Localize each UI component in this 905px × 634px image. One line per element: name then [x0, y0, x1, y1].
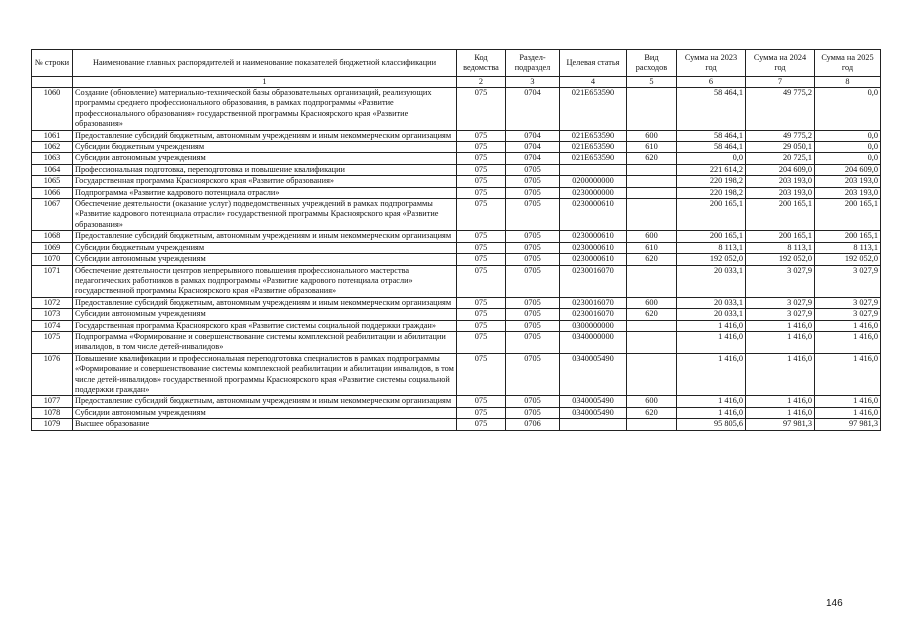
- table-row: [32, 187, 881, 198]
- row-name: Предоставление субсидий бюджетным, автономным учреждениям и иным некоммерческим организациям: [73, 130, 457, 141]
- header-target: Целевая статья: [560, 50, 627, 77]
- row-exp-type: [627, 199, 677, 231]
- row-dept-code: 075: [457, 130, 506, 141]
- row-exp-type: 600: [627, 130, 677, 141]
- row-number: 1061: [32, 130, 73, 141]
- row-sum-2023: 20 033,1: [677, 297, 746, 308]
- row-number: 1076: [32, 353, 73, 396]
- row-sum-2024: 192 052,0: [746, 254, 815, 265]
- row-exp-type: 610: [627, 242, 677, 253]
- row-target: 0230000000: [560, 187, 627, 198]
- row-target: [560, 164, 627, 175]
- row-target: 0300000000: [560, 320, 627, 331]
- page-number: 146: [826, 598, 843, 609]
- row-section: 0705: [506, 320, 560, 331]
- row-sum-2024: 203 193,0: [746, 187, 815, 198]
- row-exp-type: [627, 331, 677, 353]
- row-sum-2023: 1 416,0: [677, 320, 746, 331]
- row-dept-code: 075: [457, 231, 506, 242]
- row-sum-2023: 1 416,0: [677, 407, 746, 418]
- column-number: 6: [677, 77, 746, 88]
- row-sum-2025: 200 165,1: [815, 231, 881, 242]
- row-exp-type: [627, 353, 677, 396]
- row-sum-2025: 204 609,0: [815, 164, 881, 175]
- row-exp-type: [627, 187, 677, 198]
- row-sum-2023: 58 464,1: [677, 88, 746, 131]
- row-sum-2024: 1 416,0: [746, 396, 815, 407]
- row-exp-type: [627, 176, 677, 187]
- row-sum-2024: 1 416,0: [746, 407, 815, 418]
- row-sum-2025: 3 027,9: [815, 265, 881, 297]
- row-number: 1065: [32, 176, 73, 187]
- row-name: Создание (обновление) материально-технической базы образовательных организаций, реализующих программы среднего профессионального образования, в рамках подпрограммы «Развитие профессионального образования» государственной программы Красноярского края «Развитие образования»: [73, 88, 457, 131]
- column-number-row: [32, 77, 881, 88]
- table-row: [32, 142, 881, 153]
- table-row: [32, 153, 881, 164]
- column-number: [32, 77, 73, 88]
- row-sum-2024: 29 050,1: [746, 142, 815, 153]
- row-sum-2024: 203 193,0: [746, 176, 815, 187]
- row-sum-2024: 1 416,0: [746, 320, 815, 331]
- row-sum-2023: 8 113,1: [677, 242, 746, 253]
- column-number: 2: [457, 77, 506, 88]
- row-sum-2023: 0,0: [677, 153, 746, 164]
- table-row: [32, 407, 881, 418]
- row-sum-2023: 20 033,1: [677, 265, 746, 297]
- budget-table: [31, 49, 881, 431]
- row-name: Предоставление субсидий бюджетным, автономным учреждениям и иным некоммерческим организациям: [73, 297, 457, 308]
- column-number: 5: [627, 77, 677, 88]
- row-target: [560, 419, 627, 430]
- row-exp-type: 600: [627, 231, 677, 242]
- row-name: Субсидии автономным учреждениям: [73, 309, 457, 320]
- row-sum-2023: 200 165,1: [677, 199, 746, 231]
- row-sum-2024: 3 027,9: [746, 297, 815, 308]
- row-number: 1071: [32, 265, 73, 297]
- row-sum-2025: 0,0: [815, 130, 881, 141]
- row-target: 0200000000: [560, 176, 627, 187]
- row-section: 0705: [506, 396, 560, 407]
- row-section: 0705: [506, 254, 560, 265]
- table-row: [32, 419, 881, 430]
- header-row: [32, 50, 881, 77]
- row-exp-type: [627, 419, 677, 430]
- row-sum-2025: 8 113,1: [815, 242, 881, 253]
- row-dept-code: 075: [457, 187, 506, 198]
- row-name: Подпрограмма «Развитие кадрового потенциала отрасли»: [73, 187, 457, 198]
- row-sum-2025: 0,0: [815, 142, 881, 153]
- row-exp-type: [627, 88, 677, 131]
- table-row: [32, 396, 881, 407]
- row-number: 1063: [32, 153, 73, 164]
- row-dept-code: 075: [457, 199, 506, 231]
- row-dept-code: 075: [457, 164, 506, 175]
- column-number: 8: [815, 77, 881, 88]
- row-target: 0230000610: [560, 231, 627, 242]
- row-number: 1075: [32, 331, 73, 353]
- row-section: 0705: [506, 297, 560, 308]
- table-row: [32, 199, 881, 231]
- row-number: 1067: [32, 199, 73, 231]
- table-body: [32, 88, 881, 431]
- row-sum-2023: 58 464,1: [677, 142, 746, 153]
- row-dept-code: 075: [457, 176, 506, 187]
- row-sum-2024: 1 416,0: [746, 331, 815, 353]
- row-sum-2023: 1 416,0: [677, 353, 746, 396]
- row-target: 0230000610: [560, 254, 627, 265]
- header-exp-type: Вид расходов: [627, 50, 677, 77]
- row-section: 0706: [506, 419, 560, 430]
- table-row: [32, 265, 881, 297]
- row-name: Субсидии автономным учреждениям: [73, 407, 457, 418]
- row-dept-code: 075: [457, 320, 506, 331]
- row-sum-2025: 1 416,0: [815, 396, 881, 407]
- row-target: 0340005490: [560, 407, 627, 418]
- row-exp-type: 610: [627, 142, 677, 153]
- row-name: Субсидии автономным учреждениям: [73, 153, 457, 164]
- row-dept-code: 075: [457, 396, 506, 407]
- row-number: 1062: [32, 142, 73, 153]
- column-number: 1: [73, 77, 457, 88]
- row-name: Государственная программа Красноярского края «Развитие образования»: [73, 176, 457, 187]
- header-name: Наименование главных распорядителей и наименование показателей бюджетной классификации: [73, 50, 457, 77]
- row-section: 0705: [506, 231, 560, 242]
- row-name: Предоставление субсидий бюджетным, автономным учреждениям и иным некоммерческим организациям: [73, 231, 457, 242]
- row-section: 0704: [506, 142, 560, 153]
- table-row: [32, 231, 881, 242]
- row-number: 1074: [32, 320, 73, 331]
- row-section: 0705: [506, 187, 560, 198]
- row-exp-type: 620: [627, 254, 677, 265]
- row-dept-code: 075: [457, 142, 506, 153]
- row-name: Субсидии бюджетным учреждениям: [73, 242, 457, 253]
- row-number: 1079: [32, 419, 73, 430]
- row-dept-code: 075: [457, 331, 506, 353]
- row-number: 1069: [32, 242, 73, 253]
- row-section: 0704: [506, 153, 560, 164]
- row-name: Государственная программа Красноярского края «Развитие системы социальной поддержки граждан»: [73, 320, 457, 331]
- table-row: [32, 331, 881, 353]
- row-sum-2023: 192 052,0: [677, 254, 746, 265]
- row-dept-code: 075: [457, 353, 506, 396]
- row-exp-type: 620: [627, 309, 677, 320]
- row-target: 0340000000: [560, 331, 627, 353]
- row-section: 0704: [506, 88, 560, 131]
- row-dept-code: 075: [457, 153, 506, 164]
- row-name: Подпрограмма «Формирование и совершенствование системы комплексной реабилитации и абилитации инвалидов, в том числе детей-инвалидов»: [73, 331, 457, 353]
- row-target: 0230016070: [560, 309, 627, 320]
- row-sum-2024: 1 416,0: [746, 353, 815, 396]
- table-row: [32, 353, 881, 396]
- row-dept-code: 075: [457, 88, 506, 131]
- row-number: 1077: [32, 396, 73, 407]
- row-dept-code: 075: [457, 309, 506, 320]
- row-sum-2025: 1 416,0: [815, 407, 881, 418]
- row-number: 1070: [32, 254, 73, 265]
- row-section: 0704: [506, 130, 560, 141]
- row-sum-2024: 97 981,3: [746, 419, 815, 430]
- column-number: 7: [746, 77, 815, 88]
- row-sum-2024: 20 725,1: [746, 153, 815, 164]
- row-target: 021E653590: [560, 142, 627, 153]
- row-sum-2025: 97 981,3: [815, 419, 881, 430]
- row-exp-type: 620: [627, 153, 677, 164]
- header-dept-code: Код ведомства: [457, 50, 506, 77]
- row-sum-2024: 3 027,9: [746, 265, 815, 297]
- row-dept-code: 075: [457, 297, 506, 308]
- row-sum-2023: 58 464,1: [677, 130, 746, 141]
- table-row: [32, 320, 881, 331]
- row-sum-2025: 1 416,0: [815, 320, 881, 331]
- row-dept-code: 075: [457, 407, 506, 418]
- row-exp-type: 600: [627, 396, 677, 407]
- row-name: Субсидии бюджетным учреждениям: [73, 142, 457, 153]
- row-target: 0230016070: [560, 297, 627, 308]
- row-exp-type: 600: [627, 297, 677, 308]
- table-row: [32, 297, 881, 308]
- row-exp-type: 620: [627, 407, 677, 418]
- row-number: 1060: [32, 88, 73, 131]
- row-dept-code: 075: [457, 254, 506, 265]
- row-section: 0705: [506, 309, 560, 320]
- row-sum-2023: 1 416,0: [677, 396, 746, 407]
- row-sum-2025: 200 165,1: [815, 199, 881, 231]
- column-number: 4: [560, 77, 627, 88]
- row-number: 1072: [32, 297, 73, 308]
- row-sum-2025: 0,0: [815, 88, 881, 131]
- row-name: Повышение квалификации и профессиональная переподготовка специалистов в рамках подпрограммы «Формирование и совершенствование системы комплексной реабилитации и абилитации инвалидов, в том числе детей-инвалидов» государственной программы Красноярского края «Развитие системы социальной поддержки граждан»: [73, 353, 457, 396]
- row-sum-2023: 200 165,1: [677, 231, 746, 242]
- row-number: 1073: [32, 309, 73, 320]
- row-name: Предоставление субсидий бюджетным, автономным учреждениям и иным некоммерческим организациям: [73, 396, 457, 407]
- row-sum-2025: 203 193,0: [815, 187, 881, 198]
- row-sum-2025: 192 052,0: [815, 254, 881, 265]
- header-sum-2025: Сумма на 2025 год: [815, 50, 881, 77]
- row-number: 1068: [32, 231, 73, 242]
- row-sum-2023: 220 198,2: [677, 187, 746, 198]
- row-exp-type: [627, 164, 677, 175]
- row-target: 021E653590: [560, 130, 627, 141]
- row-dept-code: 075: [457, 419, 506, 430]
- table-row: [32, 254, 881, 265]
- table-row: [32, 176, 881, 187]
- row-name: Субсидии автономным учреждениям: [73, 254, 457, 265]
- row-sum-2025: 0,0: [815, 153, 881, 164]
- row-target: 0340005490: [560, 353, 627, 396]
- row-sum-2024: 204 609,0: [746, 164, 815, 175]
- row-target: 0230016070: [560, 265, 627, 297]
- table-row: [32, 130, 881, 141]
- row-sum-2025: 3 027,9: [815, 297, 881, 308]
- row-name: Обеспечение деятельности центров непрерывного повышения профессионального мастерства педагогических работников в рамках подпрограммы «Развитие кадрового потенциала отрасли» государственной программы Красноярского края «Развитие образования»: [73, 265, 457, 297]
- row-number: 1078: [32, 407, 73, 418]
- row-number: 1066: [32, 187, 73, 198]
- row-sum-2025: 203 193,0: [815, 176, 881, 187]
- row-section: 0705: [506, 199, 560, 231]
- table-row: [32, 242, 881, 253]
- table-row: [32, 309, 881, 320]
- header-row-no: № строки: [32, 50, 73, 77]
- row-name: Профессиональная подготовка, переподготовка и повышение квалификации: [73, 164, 457, 175]
- row-sum-2023: 1 416,0: [677, 331, 746, 353]
- row-section: 0705: [506, 242, 560, 253]
- row-sum-2024: 49 775,2: [746, 130, 815, 141]
- row-dept-code: 075: [457, 242, 506, 253]
- row-section: 0705: [506, 331, 560, 353]
- row-dept-code: 075: [457, 265, 506, 297]
- table-row: [32, 88, 881, 131]
- row-section: 0705: [506, 353, 560, 396]
- row-sum-2024: 8 113,1: [746, 242, 815, 253]
- row-sum-2023: 20 033,1: [677, 309, 746, 320]
- header-section: Раздел-подраздел: [506, 50, 560, 77]
- header-sum-2023: Сумма на 2023 год: [677, 50, 746, 77]
- row-target: 0340005490: [560, 396, 627, 407]
- row-sum-2024: 200 165,1: [746, 199, 815, 231]
- row-target: 0230000610: [560, 242, 627, 253]
- table-row: [32, 164, 881, 175]
- row-name: Обеспечение деятельности (оказание услуг) подведомственных учреждений в рамках подпрограммы «Развитие кадрового потенциала отрасли» государственной программы Красноярского края «Развитие образования»: [73, 199, 457, 231]
- row-sum-2024: 49 775,2: [746, 88, 815, 131]
- row-sum-2023: 220 198,2: [677, 176, 746, 187]
- row-number: 1064: [32, 164, 73, 175]
- row-sum-2023: 221 614,2: [677, 164, 746, 175]
- row-target: 021E653590: [560, 88, 627, 131]
- row-exp-type: [627, 265, 677, 297]
- row-exp-type: [627, 320, 677, 331]
- row-sum-2025: 1 416,0: [815, 353, 881, 396]
- header-sum-2024: Сумма на 2024 год: [746, 50, 815, 77]
- row-sum-2025: 3 027,9: [815, 309, 881, 320]
- row-section: 0705: [506, 265, 560, 297]
- row-section: 0705: [506, 176, 560, 187]
- row-section: 0705: [506, 407, 560, 418]
- row-section: 0705: [506, 164, 560, 175]
- row-sum-2025: 1 416,0: [815, 331, 881, 353]
- row-target: 0230000610: [560, 199, 627, 231]
- row-sum-2023: 95 805,6: [677, 419, 746, 430]
- row-name: Высшее образование: [73, 419, 457, 430]
- row-sum-2024: 200 165,1: [746, 231, 815, 242]
- row-target: 021E653590: [560, 153, 627, 164]
- column-number: 3: [506, 77, 560, 88]
- row-sum-2024: 3 027,9: [746, 309, 815, 320]
